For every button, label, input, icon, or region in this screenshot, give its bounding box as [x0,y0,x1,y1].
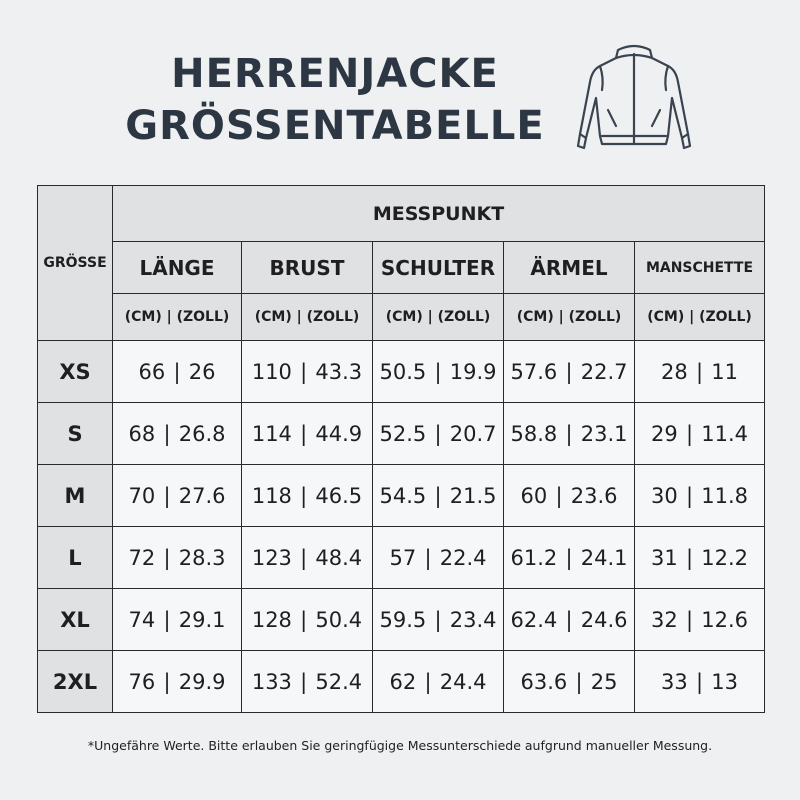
column-header-chest: BRUST [242,242,373,294]
separator: | [551,483,567,508]
value-cm: 50.5 [379,359,427,384]
cell-shoulder [373,589,504,651]
value-inch: 23.6 [570,483,618,508]
cell-chest [242,403,373,465]
value-inch: 50.4 [315,607,363,632]
value-inch: 24.6 [580,607,628,632]
value-cm: 32 [651,607,678,632]
separator: | [430,421,446,446]
value-cm: 59.5 [379,607,427,632]
footnote: *Ungefähre Werte. Bitte erlauben Sie geringfügige Messunterschiede aufgrund manueller Messung. [87,738,713,753]
value-inch: 21.5 [449,483,497,508]
value-inch: 19.9 [449,359,497,384]
separator: | [159,421,175,446]
value-cm: 66 [138,359,166,384]
value-cm: 70 [128,483,156,508]
value-cm: 62.4 [510,607,558,632]
value-inch: 24.1 [580,545,628,570]
size-label: L [38,527,113,589]
value-cm: 62 [389,669,417,694]
cell-cuff [635,651,765,713]
cell-sleeve [504,651,635,713]
size-label: 2XL [38,651,113,713]
separator: | [295,545,312,570]
size-label: M [38,465,113,527]
value-cm: 54.5 [379,483,427,508]
table-row [38,403,765,465]
cell-chest [242,527,373,589]
value-inch: 24.4 [439,669,487,694]
cell-length [113,465,242,527]
value-inch: 44.9 [315,421,363,446]
value-inch: 11.4 [701,421,748,446]
table-row [38,527,765,589]
separator: | [571,669,587,694]
cell-shoulder [373,341,504,403]
value-inch: 20.7 [449,421,497,446]
separator: | [561,421,577,446]
value-inch: 29.1 [178,607,226,632]
separator: | [430,483,446,508]
value-inch: 26 [188,359,216,384]
cell-chest [242,341,373,403]
value-cm: 57 [389,545,417,570]
cell-sleeve [504,465,635,527]
size-chart-table [37,185,765,713]
value-cm: 128 [251,607,292,632]
separator: | [561,359,577,384]
size-label: S [38,403,113,465]
page-title [100,48,570,152]
separator: | [295,359,312,384]
jacket-icon [572,38,696,156]
separator: | [430,359,446,384]
value-cm: 74 [128,607,156,632]
value-cm: 61.2 [510,545,558,570]
cell-cuff [635,527,765,589]
value-cm: 60 [520,483,548,508]
value-inch: 12.2 [701,545,748,570]
cell-shoulder [373,403,504,465]
value-inch: 11.8 [701,483,748,508]
measurement-group-header: MESSPUNKT [113,186,765,242]
value-cm: 31 [651,545,678,570]
column-header-sleeve: ÄRMEL [504,242,635,294]
cell-length [113,589,242,651]
value-cm: 33 [661,669,688,694]
separator: | [295,607,312,632]
separator: | [691,669,708,694]
value-cm: 110 [251,359,292,384]
value-cm: 76 [128,669,156,694]
separator: | [159,607,175,632]
title-line-2: GRÖSSENTABELLE [125,103,545,149]
separator: | [169,359,185,384]
size-label: XS [38,341,113,403]
separator: | [159,669,175,694]
value-cm: 63.6 [520,669,568,694]
value-inch: 23.1 [580,421,628,446]
cell-shoulder [373,465,504,527]
value-inch: 11 [711,359,738,384]
size-column-header: GRÖSSE [38,186,113,341]
value-inch: 26.8 [178,421,226,446]
cell-length [113,527,242,589]
cell-chest [242,651,373,713]
value-inch: 48.4 [315,545,363,570]
value-cm: 52.5 [379,421,427,446]
separator: | [681,607,698,632]
value-cm: 30 [651,483,678,508]
value-cm: 123 [251,545,292,570]
separator: | [561,607,577,632]
cell-cuff [635,589,765,651]
cell-sleeve [504,341,635,403]
cell-sleeve [504,589,635,651]
value-inch: 28.3 [178,545,226,570]
cell-chest [242,465,373,527]
value-cm: 68 [128,421,156,446]
separator: | [691,359,708,384]
title-line-1: HERRENJACKE [171,51,499,97]
value-cm: 118 [251,483,292,508]
units-cuff: (CM) | (ZOLL) [635,294,765,341]
value-inch: 29.9 [178,669,226,694]
cell-length [113,341,242,403]
separator: | [159,545,175,570]
value-cm: 114 [251,421,292,446]
separator: | [420,669,436,694]
cell-cuff [635,403,765,465]
separator: | [681,421,698,446]
separator: | [430,607,446,632]
value-cm: 58.8 [510,421,558,446]
separator: | [561,545,577,570]
table-row [38,651,765,713]
value-inch: 23.4 [449,607,497,632]
column-header-shoulder: SCHULTER [373,242,504,294]
value-cm: 133 [251,669,292,694]
cell-cuff [635,465,765,527]
units-chest: (CM) | (ZOLL) [242,294,373,341]
value-cm: 57.6 [510,359,558,384]
value-cm: 28 [661,359,688,384]
separator: | [681,545,698,570]
cell-cuff [635,341,765,403]
value-inch: 12.6 [701,607,748,632]
separator: | [681,483,698,508]
column-header-length: LÄNGE [113,242,242,294]
table-row [38,589,765,651]
separator: | [295,669,312,694]
units-sleeve: (CM) | (ZOLL) [504,294,635,341]
cell-shoulder [373,651,504,713]
separator: | [420,545,436,570]
separator: | [159,483,175,508]
separator: | [295,483,312,508]
cell-shoulder [373,527,504,589]
units-length: (CM) | (ZOLL) [113,294,242,341]
value-inch: 22.4 [439,545,487,570]
separator: | [295,421,312,446]
cell-length [113,651,242,713]
value-cm: 29 [651,421,678,446]
table-row [38,341,765,403]
size-label: XL [38,589,113,651]
value-inch: 43.3 [315,359,363,384]
cell-sleeve [504,527,635,589]
column-header-cuff: MANSCHETTE [635,242,765,294]
value-inch: 22.7 [580,359,628,384]
cell-chest [242,589,373,651]
value-inch: 27.6 [178,483,226,508]
value-inch: 52.4 [315,669,363,694]
cell-sleeve [504,403,635,465]
value-inch: 13 [711,669,738,694]
cell-length [113,403,242,465]
value-inch: 25 [590,669,618,694]
value-inch: 46.5 [315,483,363,508]
units-shoulder: (CM) | (ZOLL) [373,294,504,341]
value-cm: 72 [128,545,156,570]
table-row [38,465,765,527]
